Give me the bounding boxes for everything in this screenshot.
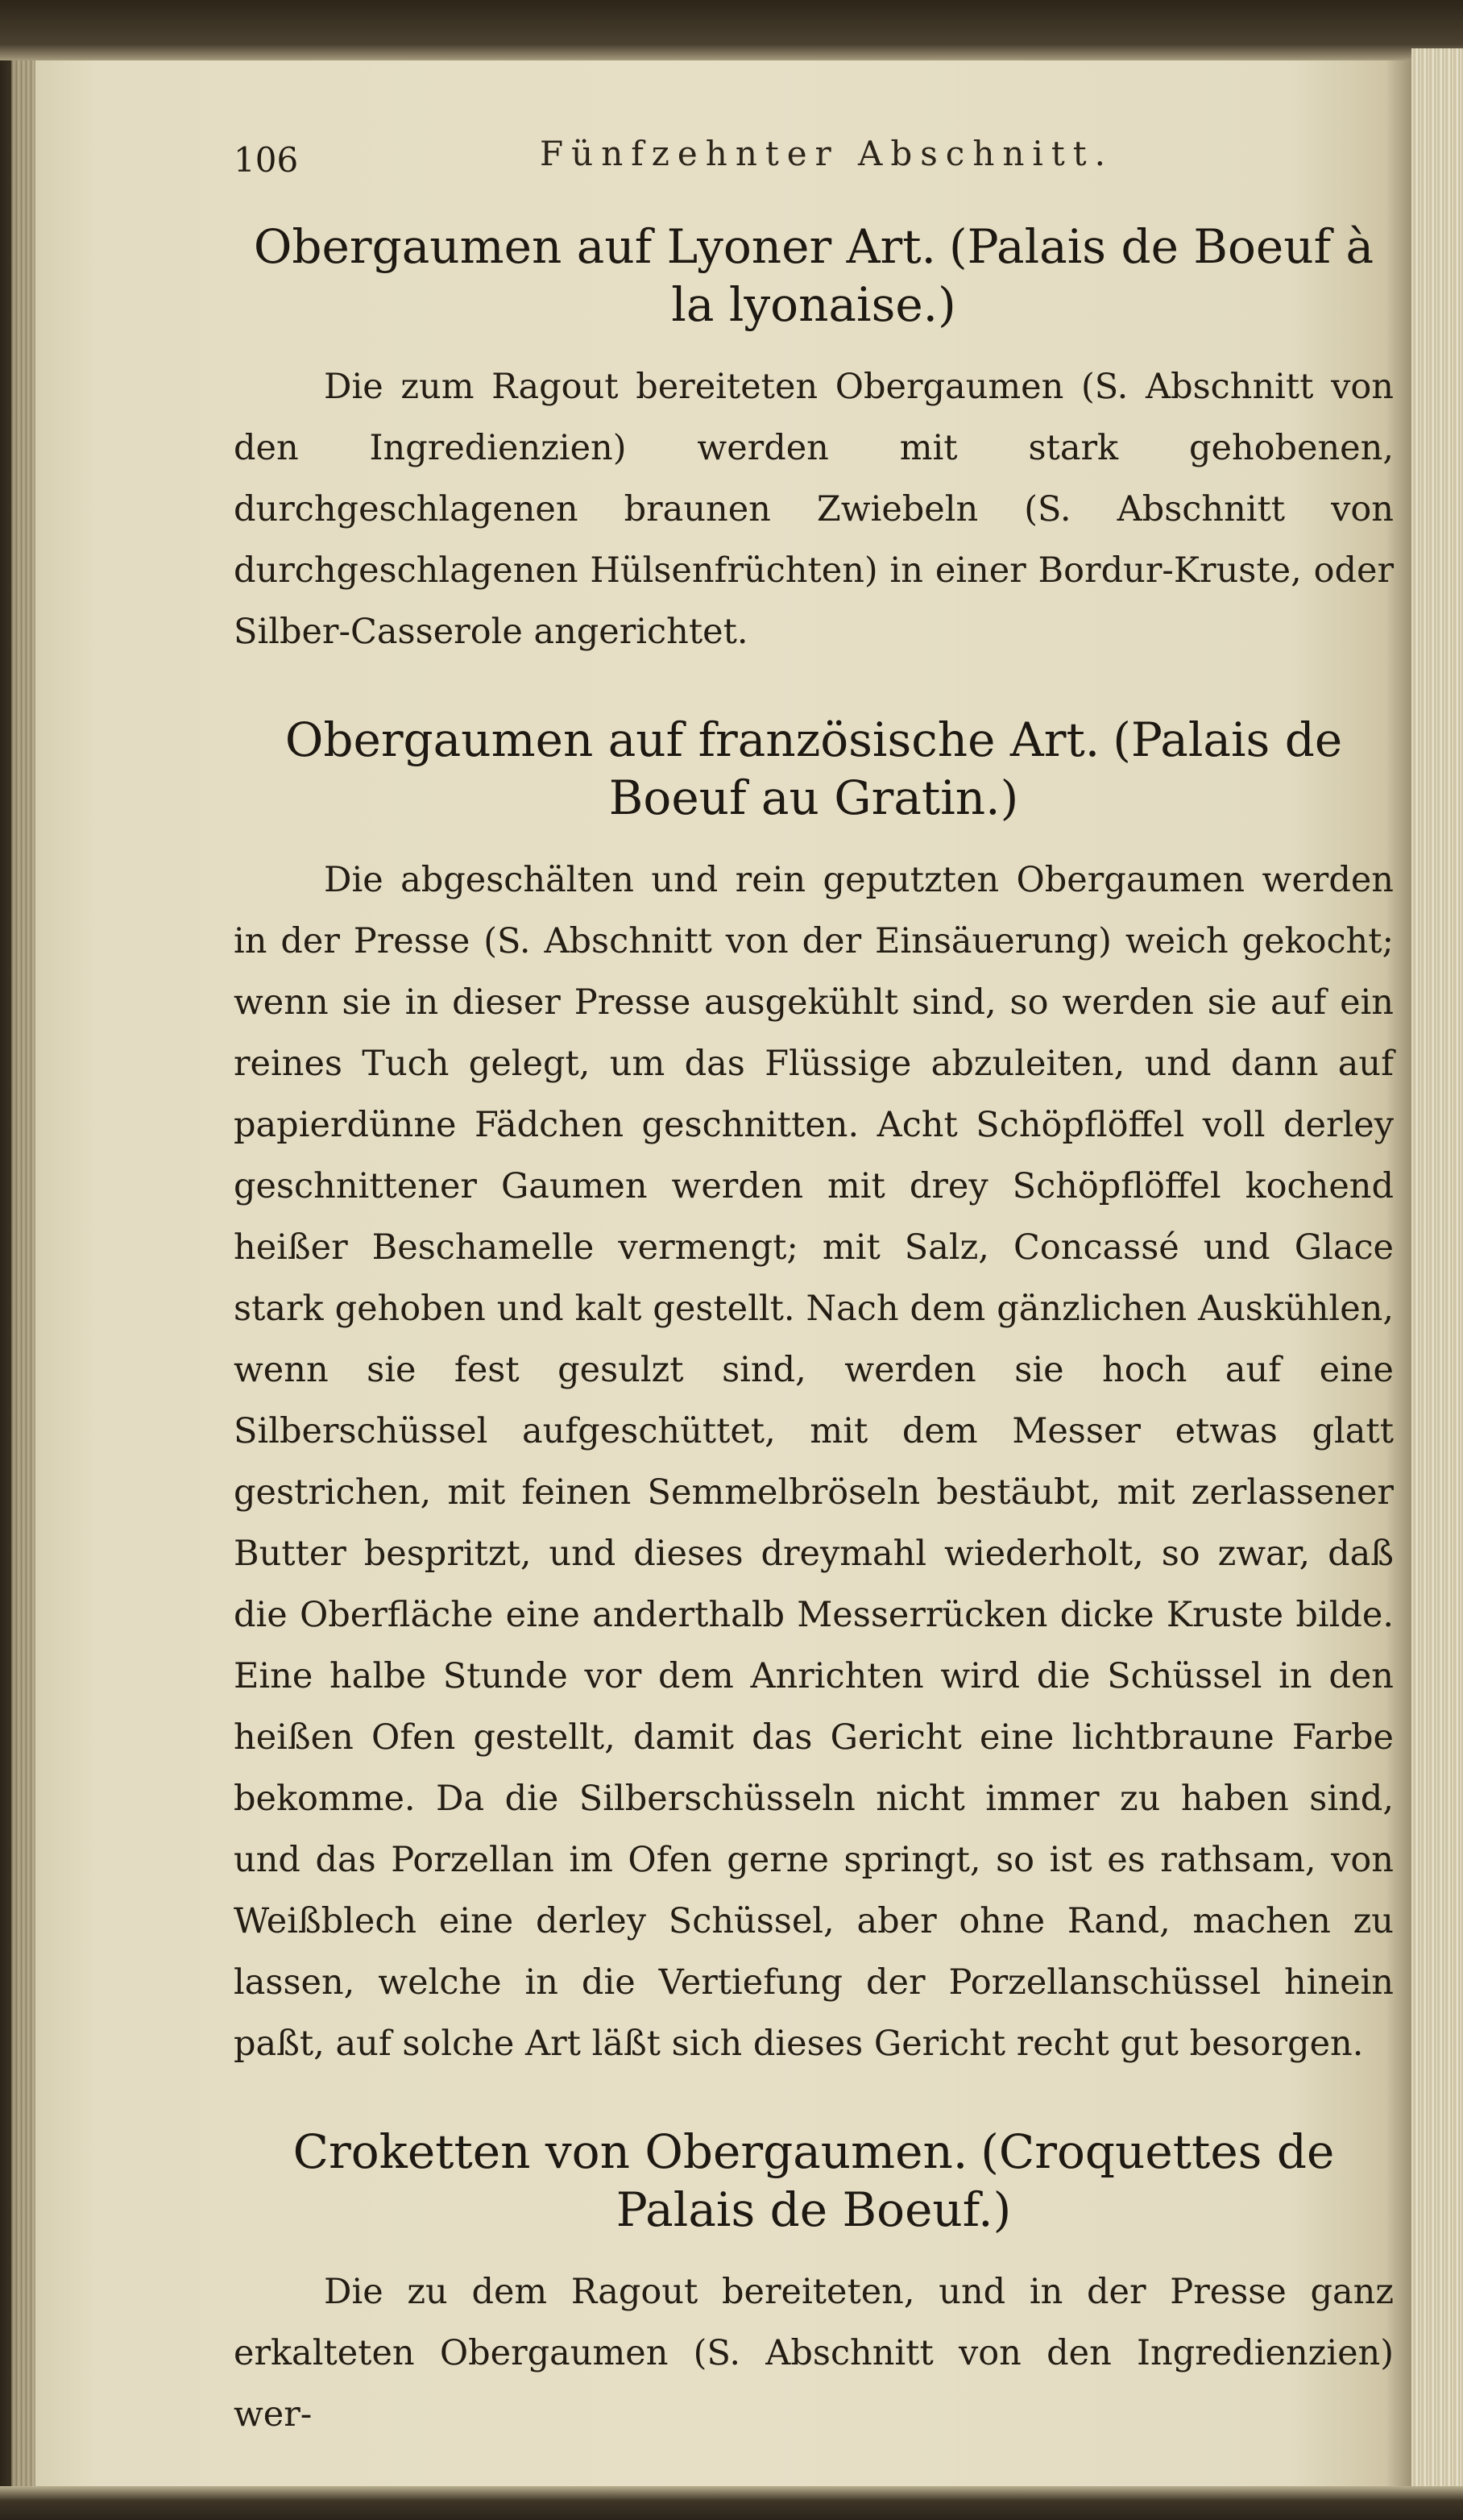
recipe-body-franzoesisch: Die abgeschälten und rein geputzten Obergaumen werden in der Presse (S. Abschnitt von der Einsäuerung) weich gekocht; wenn sie in dieser Presse ausgekühlt sind, so werden sie auf ein reines Tuch gelegt, um das Flüssige abzuleiten, und dann auf papierdünne Fädchen geschnitten. Acht Schöpflöffel voll derley geschnittener Gaumen werden mit drey Schöpflöffel kochend heißer Beschamelle vermengt; mit Salz, Concassé und Glace stark gehoben und kalt gestellt. Nach dem gänzlichen Auskühlen, wenn sie fest gesulzt sind, werden sie hoch auf eine Silberschüssel aufgeschüttet, mit dem Messer etwas glatt gestrichen, mit feinen Semmelbröseln bestäubt, mit zerlassener Butter bespritzt, und dieses dreymahl wiederholt, so zwar, daß die Oberfläche eine anderthalb Messerrücken dicke Kruste bilde. Eine halbe Stunde vor dem Anrichten wird die Schüssel in den heißen Ofen gestellt, damit das Gericht eine lichtbraune Farbe bekomme. Da die Silberschüsseln nicht immer zu haben sind, und das Porzellan im Ofen gerne springt, so ist es rathsam, von Weißblech eine derley Schüssel, aber ohne Rand, machen zu lassen, welche in die Vertiefung der Porzellanschüssel hinein paßt, auf solche Art läßt sich dieses Gericht recht gut besorgen. bbox=[234, 860, 1394, 2064]
recipe-heading-franzoesisch bbox=[234, 711, 1394, 827]
recipe-body-croketten: Die zu dem Ragout bereiteten, und in der Presse ganz erkalteten Obergaumen (S. Abschnitt von den Ingredienzien) wer- bbox=[234, 2272, 1394, 2435]
heading-german: Obergaumen auf französische Art. bbox=[284, 712, 1100, 767]
running-title: Fünfzehnter Abschnitt. bbox=[540, 134, 1113, 173]
page-text-block bbox=[234, 121, 1394, 2493]
running-head bbox=[234, 121, 1394, 185]
recipe-body-lyoner: Die zum Ragout bereiteten Obergaumen (S. Abschnitt von den Ingredienzien) werden mit stark gehobenen, durchgeschlagenen braunen Zwiebeln (S. Abschnitt von durchgeschlagenen Hülsenfrüchten) in einer Bordur-Kruste, oder Silber-Casserole angerichtet. bbox=[234, 367, 1394, 652]
heading-french: (Palais de Boeuf à la lyonaise.) bbox=[671, 219, 1374, 332]
recipe-heading-croketten bbox=[234, 2123, 1394, 2239]
heading-french: (Croquettes de Palais de Boeuf.) bbox=[615, 2124, 1335, 2237]
heading-french: (Palais de Boeuf au Gratin.) bbox=[608, 712, 1343, 825]
recipe-heading-lyoner bbox=[234, 218, 1394, 334]
binding-edge bbox=[11, 60, 35, 2486]
scan-top-border bbox=[0, 0, 1463, 60]
heading-german: Croketten von Obergaumen. bbox=[292, 2124, 968, 2179]
page-number: 106 bbox=[234, 140, 299, 180]
heading-german: Obergaumen auf Lyoner Art. bbox=[253, 219, 936, 274]
page-stack-edge bbox=[1411, 48, 1463, 2498]
